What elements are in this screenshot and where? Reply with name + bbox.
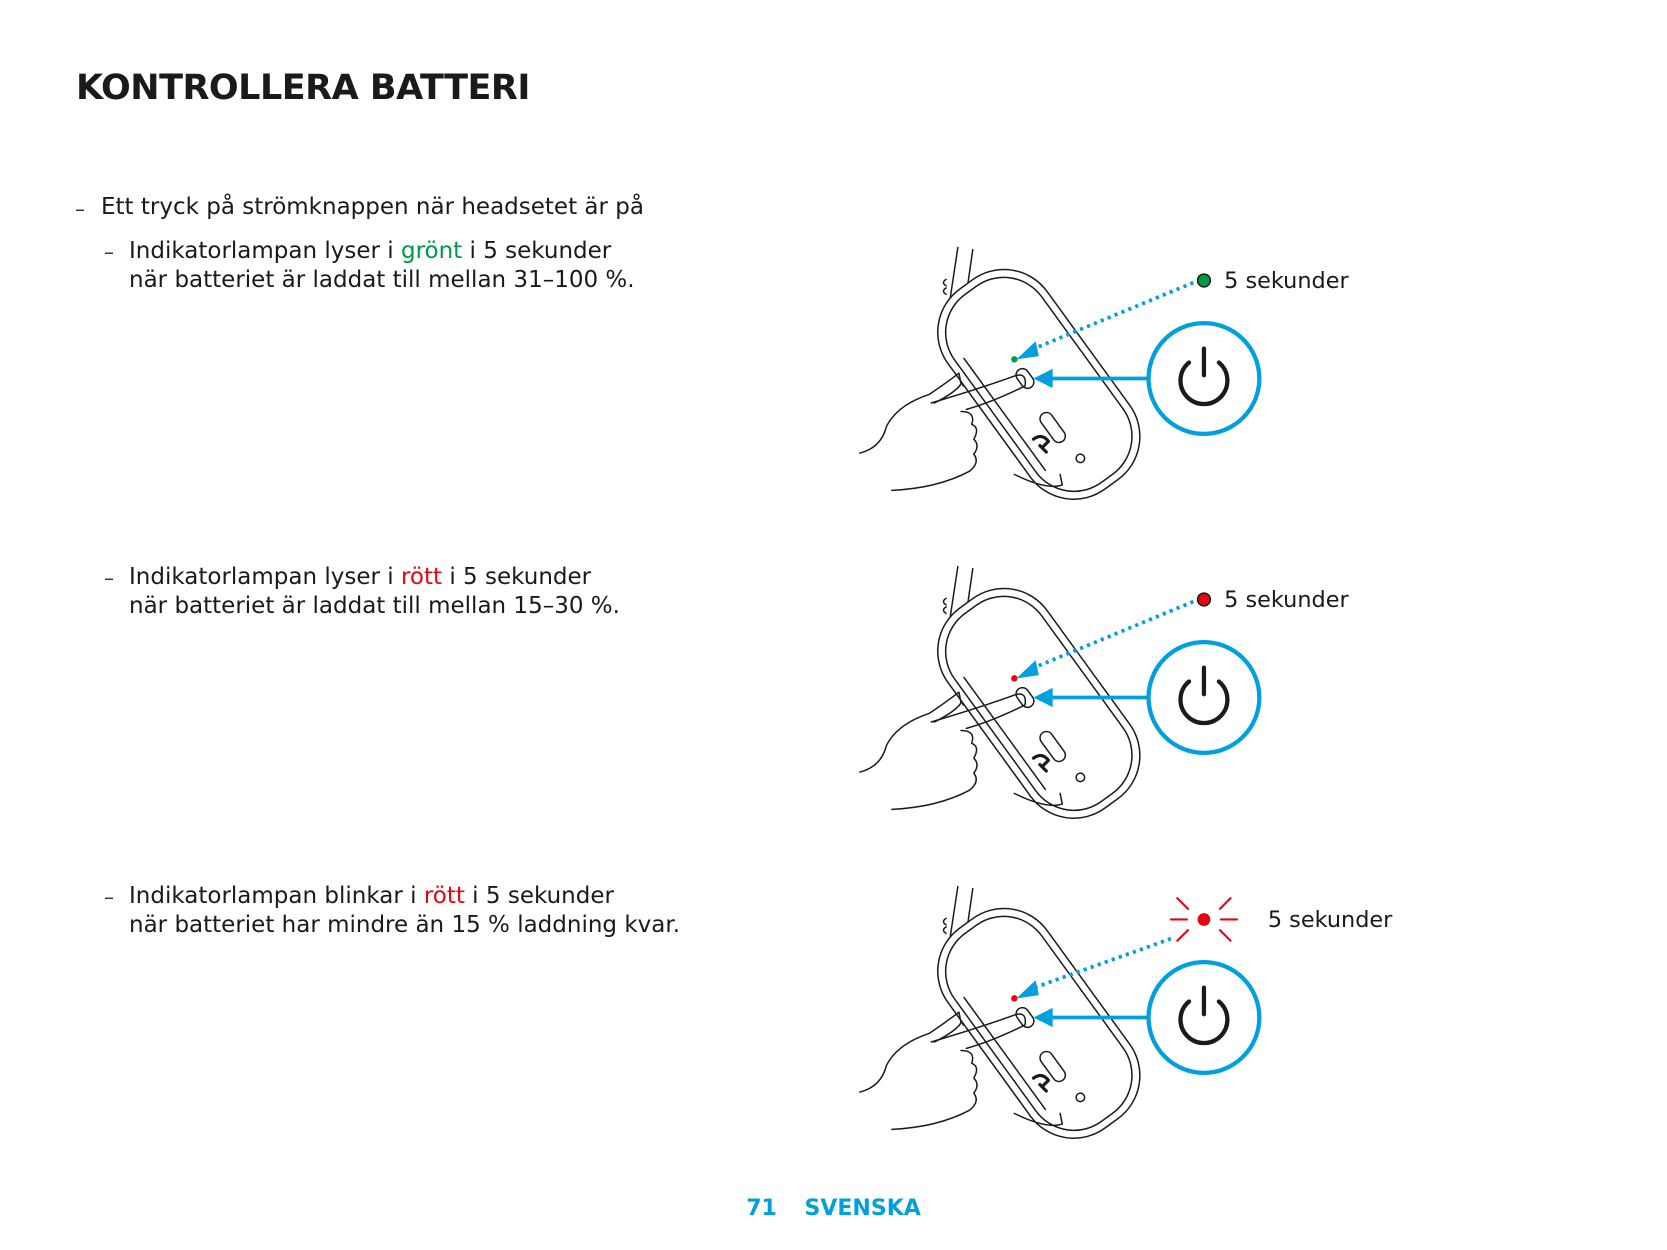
headset-led (1011, 995, 1017, 1001)
footer-language: SVENSKA (804, 1196, 921, 1221)
color-word-red: rött (423, 883, 465, 909)
text: Indikatorlampan lyser i (129, 238, 401, 264)
text: i 5 sekunder (442, 564, 592, 590)
item-3-line-2: när batteriet har mindre än 15 % laddning kvar. (129, 912, 681, 938)
page-footer (0, 1196, 1667, 1221)
power-button-icon (1149, 323, 1260, 434)
bullet-dash: – (104, 885, 114, 909)
headset-icon (917, 566, 1161, 820)
headset-illustration (854, 559, 1409, 820)
item-3-line-1 (129, 883, 614, 909)
item-1-line-1 (129, 238, 611, 264)
bullet-dash: – (104, 240, 114, 264)
headset-led (1011, 356, 1017, 362)
headset-led (1011, 675, 1017, 681)
blinking-led-icon (1171, 898, 1237, 941)
page-title: KONTROLLERA BATTERI (76, 68, 530, 108)
duration-label: 5 sekunder (1224, 586, 1349, 613)
duration-label: 5 sekunder (1267, 906, 1393, 933)
power-button-icon (1149, 962, 1260, 1073)
power-button-icon (1149, 642, 1260, 753)
text: Indikatorlampan lyser i (129, 564, 401, 590)
item-1-line-2: när batteriet är laddat till mellan 31–100 %. (129, 267, 635, 293)
color-word-green: grönt (400, 238, 463, 264)
headset-icon (917, 247, 1161, 501)
text: Indikatorlampan blinkar i (129, 883, 424, 909)
headset-icon (917, 886, 1161, 1140)
page-number: 71 (746, 1196, 777, 1221)
text: i 5 sekunder (462, 238, 612, 264)
intro-text: Ett tryck på strömknappen när headsetet är på (101, 194, 644, 220)
headset-illustration (854, 240, 1409, 501)
bullet-dash: – (75, 197, 85, 221)
led-indicator-icon (1198, 593, 1211, 606)
text: i 5 sekunder (464, 883, 614, 909)
duration-label: 5 sekunder (1224, 267, 1349, 294)
color-word-red: rött (400, 564, 443, 590)
headset-illustration (854, 879, 1409, 1140)
bullet-dash: – (104, 566, 114, 590)
item-2-line-2: när batteriet är laddat till mellan 15–30 %. (129, 593, 620, 619)
led-indicator-icon (1198, 274, 1211, 287)
item-2-line-1 (129, 564, 591, 590)
